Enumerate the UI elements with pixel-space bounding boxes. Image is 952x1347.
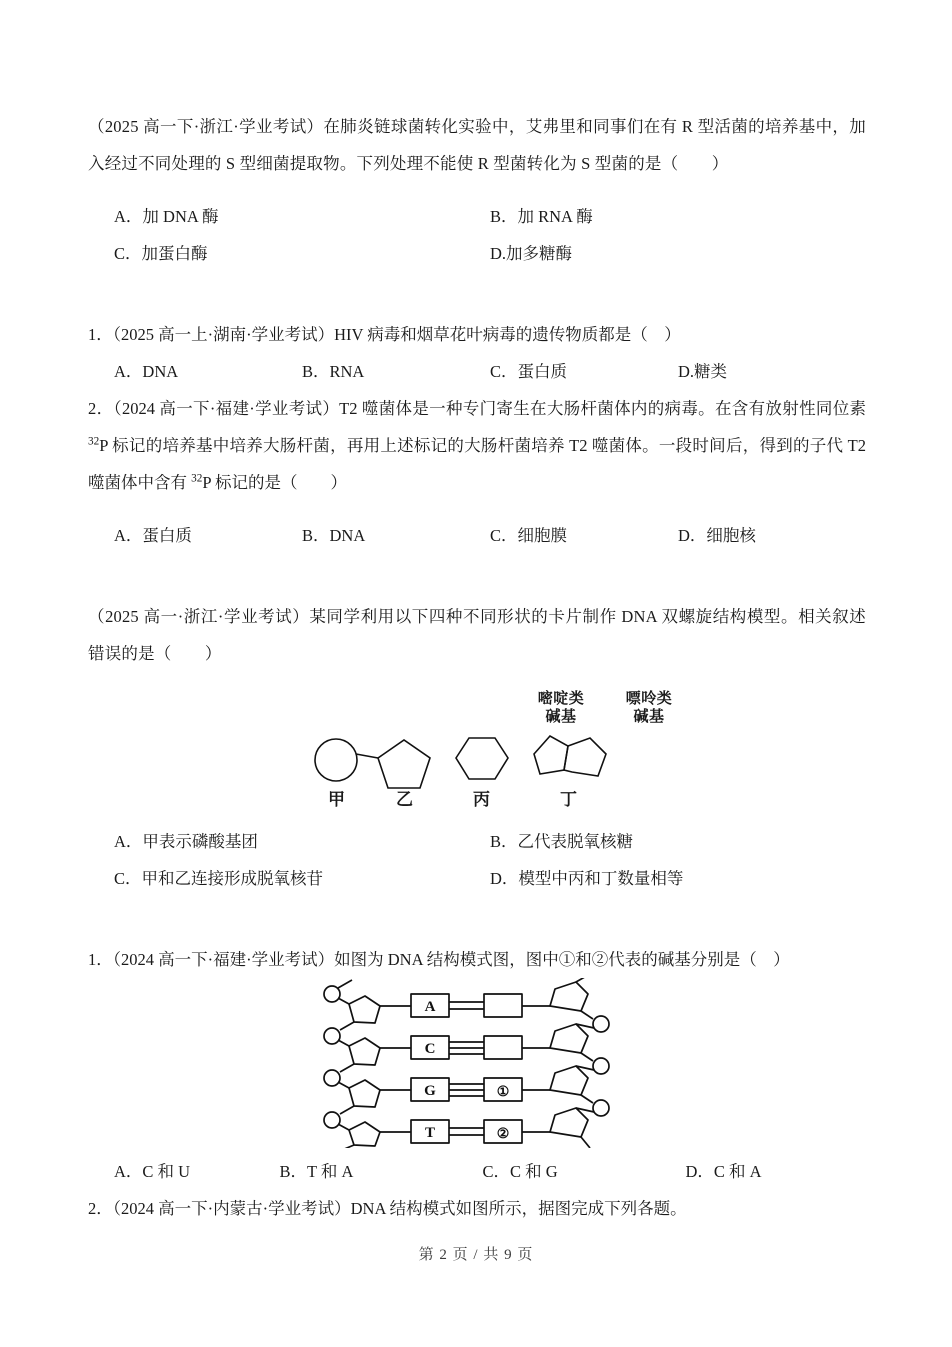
option-a-avery[interactable] [114,198,490,235]
spacer [88,897,866,941]
option-b-hiv[interactable] [302,353,490,390]
option-letter: B． [490,832,518,851]
option-c-avery[interactable] [114,235,490,272]
option-text: 加 DNA 酶 [142,207,219,226]
options-row-hiv [88,353,866,390]
option-letter: C． [114,869,142,888]
base-letter-right-4: ② [496,1127,510,1142]
options-row-cards-1 [88,823,866,860]
option-b-dna-model[interactable] [279,1153,482,1190]
option-b-cards[interactable] [490,823,866,860]
card-captions [306,785,606,815]
caption-bing: 丙 [473,790,490,809]
option-letter: C． [490,362,518,381]
option-text: 加 RNA 酶 [517,207,593,226]
base-box-right-2 [484,1036,522,1059]
option-letter: D． [685,1162,714,1181]
left-phosphate-2 [324,1028,340,1044]
question-number: 2． [88,1199,113,1218]
left-bond-p1-s1 [338,998,349,1004]
right-phosphate-1 [593,1016,609,1032]
caption-yi: 乙 [396,790,413,809]
option-text: RNA [329,362,365,381]
option-d-cards[interactable] [490,860,866,897]
question-number: 2． [88,399,114,418]
options-row-t2phage [88,517,866,554]
question-text-part3: P 标记的是（ ） [202,473,348,492]
connector-circle-pentagon [356,754,378,758]
options-row-avery-1 [88,198,866,235]
options-row-dna-model [88,1153,866,1190]
option-text: C 和 A [713,1162,762,1181]
right-sugar-3 [550,1066,588,1095]
option-letter: C． [482,1162,510,1181]
option-c-t2phage[interactable] [490,517,678,554]
option-c-dna-model[interactable] [482,1153,685,1190]
left-link-3-4 [340,1106,354,1114]
left-bond-p2-s2 [338,1040,349,1046]
right-sugar-1 [550,982,588,1011]
option-b-t2phage[interactable] [302,517,490,554]
label-pyrimidine-line1: 嘧啶类 [537,690,585,707]
question-stem-t2phage [88,390,866,501]
option-letter: D. [490,244,507,263]
option-text: DNA [142,362,179,381]
shape-purine-left-ring [534,736,568,774]
left-bond-p3-s3 [338,1082,349,1088]
superscript-32-first: 32 [88,435,100,448]
option-text: T 和 A [306,1162,354,1181]
option-text: DNA [329,526,366,545]
option-c-hiv[interactable] [490,353,678,390]
right-backbone-bottom [581,1137,590,1148]
option-letter: D． [490,869,519,888]
option-letter: D． [678,526,707,545]
option-text: 模型中丙和丁数量相等 [518,869,684,888]
shape-hexagon-pyrimidine [456,738,508,779]
option-text: 糖类 [694,362,728,381]
left-sugar-2 [349,1038,380,1065]
figure-dna-card-shapes [88,688,866,823]
shape-circle-phosphate [315,739,357,781]
option-letter: C． [114,244,142,263]
option-text: C 和 G [509,1162,558,1181]
question-number: 1． [88,950,113,969]
left-sugar-1 [349,996,380,1023]
shape-pentagon-deoxyribose [378,740,430,788]
question-text: （2024 高一下·内蒙古·学业考试）DNA 结构模式如图所示，据图完成下列各题。 [112,1199,687,1218]
right-bond-s3-p3 [581,1095,593,1103]
base-letter-left-1: A [424,999,436,1015]
option-letter: B． [302,526,330,545]
option-text: 乙代表脱氧核糖 [517,832,634,851]
question-text: （2025 高一上·湖南·学业考试）HIV 病毒和烟草花叶病毒的遗传物质都是（ ） [112,325,681,344]
figure-dna-structure [88,978,866,1153]
option-text: 加多糖酶 [506,244,573,263]
option-c-cards[interactable] [114,860,490,897]
left-sugar-4 [349,1122,380,1146]
option-letter: A． [114,362,143,381]
option-letter: B． [490,207,518,226]
caption-ding: 丁 [560,790,577,809]
question-text-part1: （2024 高一下·福建·学业考试）T2 噬菌体是一种专门寄生在大肠杆菌体内的病毒。在含有放射性同位素 [113,399,867,418]
caption-jia: 甲 [328,790,345,809]
question-number: 1． [88,325,113,344]
left-backbone-bottom [342,1145,354,1148]
options-row-cards-2 [88,860,866,897]
option-letter: A． [114,832,143,851]
option-b-avery[interactable] [490,198,866,235]
option-d-t2phage[interactable] [678,517,866,554]
base-letter-left-2: C [424,1041,436,1057]
spacer [88,182,866,198]
option-a-hiv[interactable] [114,353,302,390]
question-stem-dna-inner-mongolia [88,1190,866,1227]
option-letter: C． [490,526,518,545]
left-link-1-2 [340,1022,354,1030]
option-letter: B． [279,1162,307,1181]
option-letter: B． [302,362,330,381]
page-content [88,108,866,1227]
right-sugar-2 [550,1024,588,1053]
right-phosphate-3 [593,1100,609,1116]
option-letter: A． [114,207,143,226]
question-stem-avery: （2025 高一下·浙江·学业考试）在肺炎链球菌转化实验中，艾弗里和同事们在有 R 型活菌的培养基中，加入经过不同处理的 S 型细菌提取物。下列处理不能使 R 型菌转化为 S 型菌的是（ ） [88,117,866,173]
spacer [88,501,866,517]
option-text: C 和 U [142,1162,191,1181]
right-bond-s2-p2 [581,1053,593,1061]
question-text-part2: P 标记的培养基中培养大肠杆菌，再用上述标记的大肠杆菌培养 T2 噬菌体。一段时间后，得到的子代 T2 噬菌体中含有 [88,436,866,492]
label-pyrimidine-line2: 碱基 [545,708,577,725]
left-sugar-3 [349,1080,380,1107]
spacer [88,672,866,688]
left-backbone-top [338,980,352,988]
base-letter-left-3: G [424,1083,436,1099]
option-text: 蛋白质 [517,362,568,381]
base-letter-left-4: T [424,1125,436,1141]
option-text: 蛋白质 [142,526,192,545]
left-link-2-3 [340,1064,354,1072]
option-d-hiv[interactable] [678,353,866,390]
question-stem-dna-model [88,941,866,978]
page-footer: 第 2 页 / 共 9 页 [418,1247,534,1263]
option-text: 加蛋白酶 [141,244,208,263]
question-stem-hiv [88,316,866,353]
right-bond-s1-p1 [581,1011,593,1019]
label-purine-line2: 碱基 [633,708,665,725]
superscript-32-second: 32 [191,472,203,485]
option-a-dna-model[interactable] [114,1153,279,1190]
question-stem-cards: （2025 高一·浙江·学业考试）某同学利用以下四种不同形状的卡片制作 DNA 双螺旋结构模型。相关叙述错误的是（ ） [88,607,866,663]
option-letter: D. [678,362,695,381]
option-text: 甲和乙连接形成脱氧核苷 [141,869,324,888]
base-letter-right-3: ① [496,1085,510,1100]
left-phosphate-4 [324,1112,340,1128]
right-backbone-top [576,978,590,982]
left-phosphate-1 [324,986,340,1002]
dna-structure-svg [318,978,618,1148]
shape-purine-right-ring [564,738,606,776]
base-box-right-1 [484,994,522,1017]
option-a-t2phage[interactable] [114,517,302,554]
right-phosphate-2 [593,1058,609,1074]
left-bond-p4-s4 [338,1124,349,1130]
option-d-avery[interactable] [490,235,866,272]
option-text: 细胞核 [706,526,756,545]
left-phosphate-3 [324,1070,340,1086]
spacer [88,272,866,316]
options-row-avery-2 [88,235,866,272]
spacer [88,554,866,598]
label-purine-line1: 嘌呤类 [625,690,673,707]
option-letter: A． [114,1162,143,1181]
option-letter: A． [114,526,143,545]
option-d-dna-model[interactable] [686,1153,866,1190]
option-text: 细胞膜 [517,526,568,545]
question-text: （2024 高一下·福建·学业考试）如图为 DNA 结构模式图，图中①和②代表的碱基分别是（ ） [112,950,790,969]
option-text: 甲表示磷酸基团 [142,832,258,851]
right-sugar-4 [550,1108,588,1137]
option-a-cards[interactable] [114,823,490,860]
